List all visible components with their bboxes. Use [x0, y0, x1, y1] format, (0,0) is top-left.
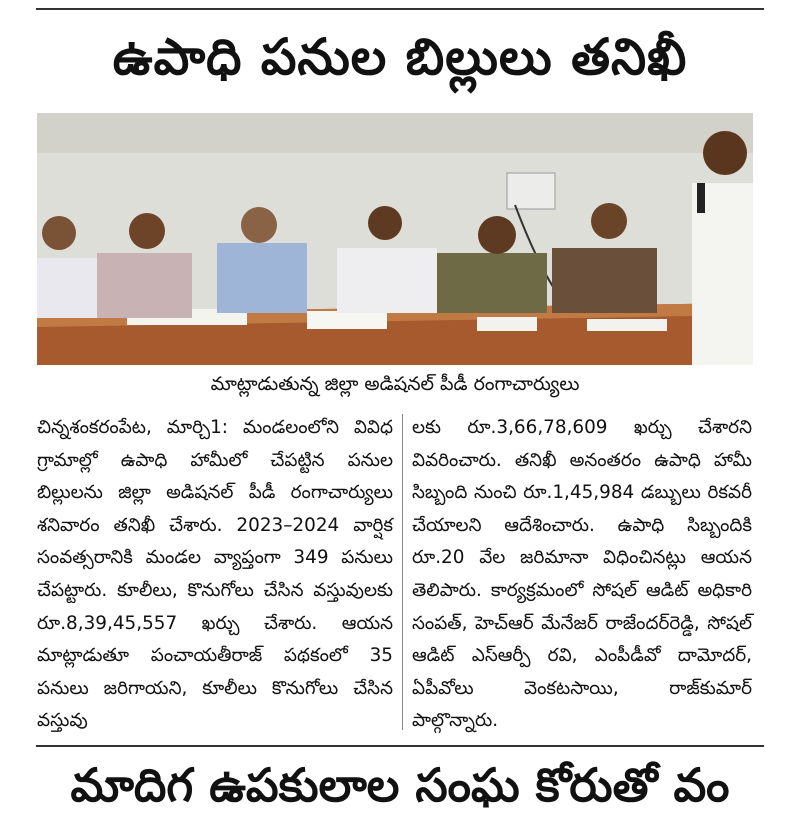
next-article-headline: మాదిగ ఉపకులాల సంఘ కోరుతో వం — [70, 758, 730, 812]
body-paragraph-right: లకు రూ.3,66,78,609 ఖర్చు చేశారని వివరించారు. తనిఖీ అనంతరం ఉపాధి హామీ సిబ్బంది నుంచి రూ.1,45,984 డబ్బులు రికవరీ చేయాలని ఆదేశించారు. ఉపాధి సిబ్బందికి రూ.20 వేల జరిమానా విధించినట్లు ఆయన తెలిపారు. కార్యక్రమంలో సోషల్ ఆడిట్ అధికారి సంపత్, హెచ్ఆర్ మేనేజర్ రాజేందర్‌రెడ్డి, సోషల్ ఆడిట్ ఎస్ఆర్పీ రవి, ఎంపీడీవో దామోదర్, ఏపీవోలు వెంకటసాయి, రాజ్‌కుమార్ పాల్గొన్నారు. — [412, 417, 752, 732]
article-body-right-column — [412, 412, 752, 738]
bottom-rule — [36, 745, 764, 747]
meeting-photo-illustration — [37, 113, 753, 365]
body-paragraph-left: చిన్నశంకరంపేట, మార్చి1: మండలంలోని వివిధ గ్రామాల్లో ఉపాధి హామీలో చేపట్టిన పనుల బిల్లులను జిల్లా అడిషనల్ పీడీ రంగాచార్యులు శనివారం తనిఖీ చేశారు. 2023–2024 వార్షిక సంవత్సరానికి మండల వ్యాప్తంగా 349 పనులు చేపట్టారు. కూలీలు, కొనుగోలు చేసిన వస్తువులకు రూ.8,39,45,557 ఖర్చు చేశారు. ఆయన మాట్లాడుతూ పంచాయతీరాజ్ పథకంలో 35 పనులు జరిగాయని, కూలీలు కొనుగోలు చేసిన వస్తువు — [37, 417, 393, 732]
news-photo — [37, 113, 753, 365]
article-body-left-column — [37, 412, 393, 738]
photo-caption: మాట్లాడుతున్న జిల్లా అడిషనల్ పీడీ రంగాచార్యులు — [210, 373, 580, 395]
column-divider — [402, 414, 403, 730]
top-rule — [36, 8, 764, 10]
article-headline: ఉపాధి పనుల బిల్లులు తనిఖీ — [112, 28, 688, 86]
